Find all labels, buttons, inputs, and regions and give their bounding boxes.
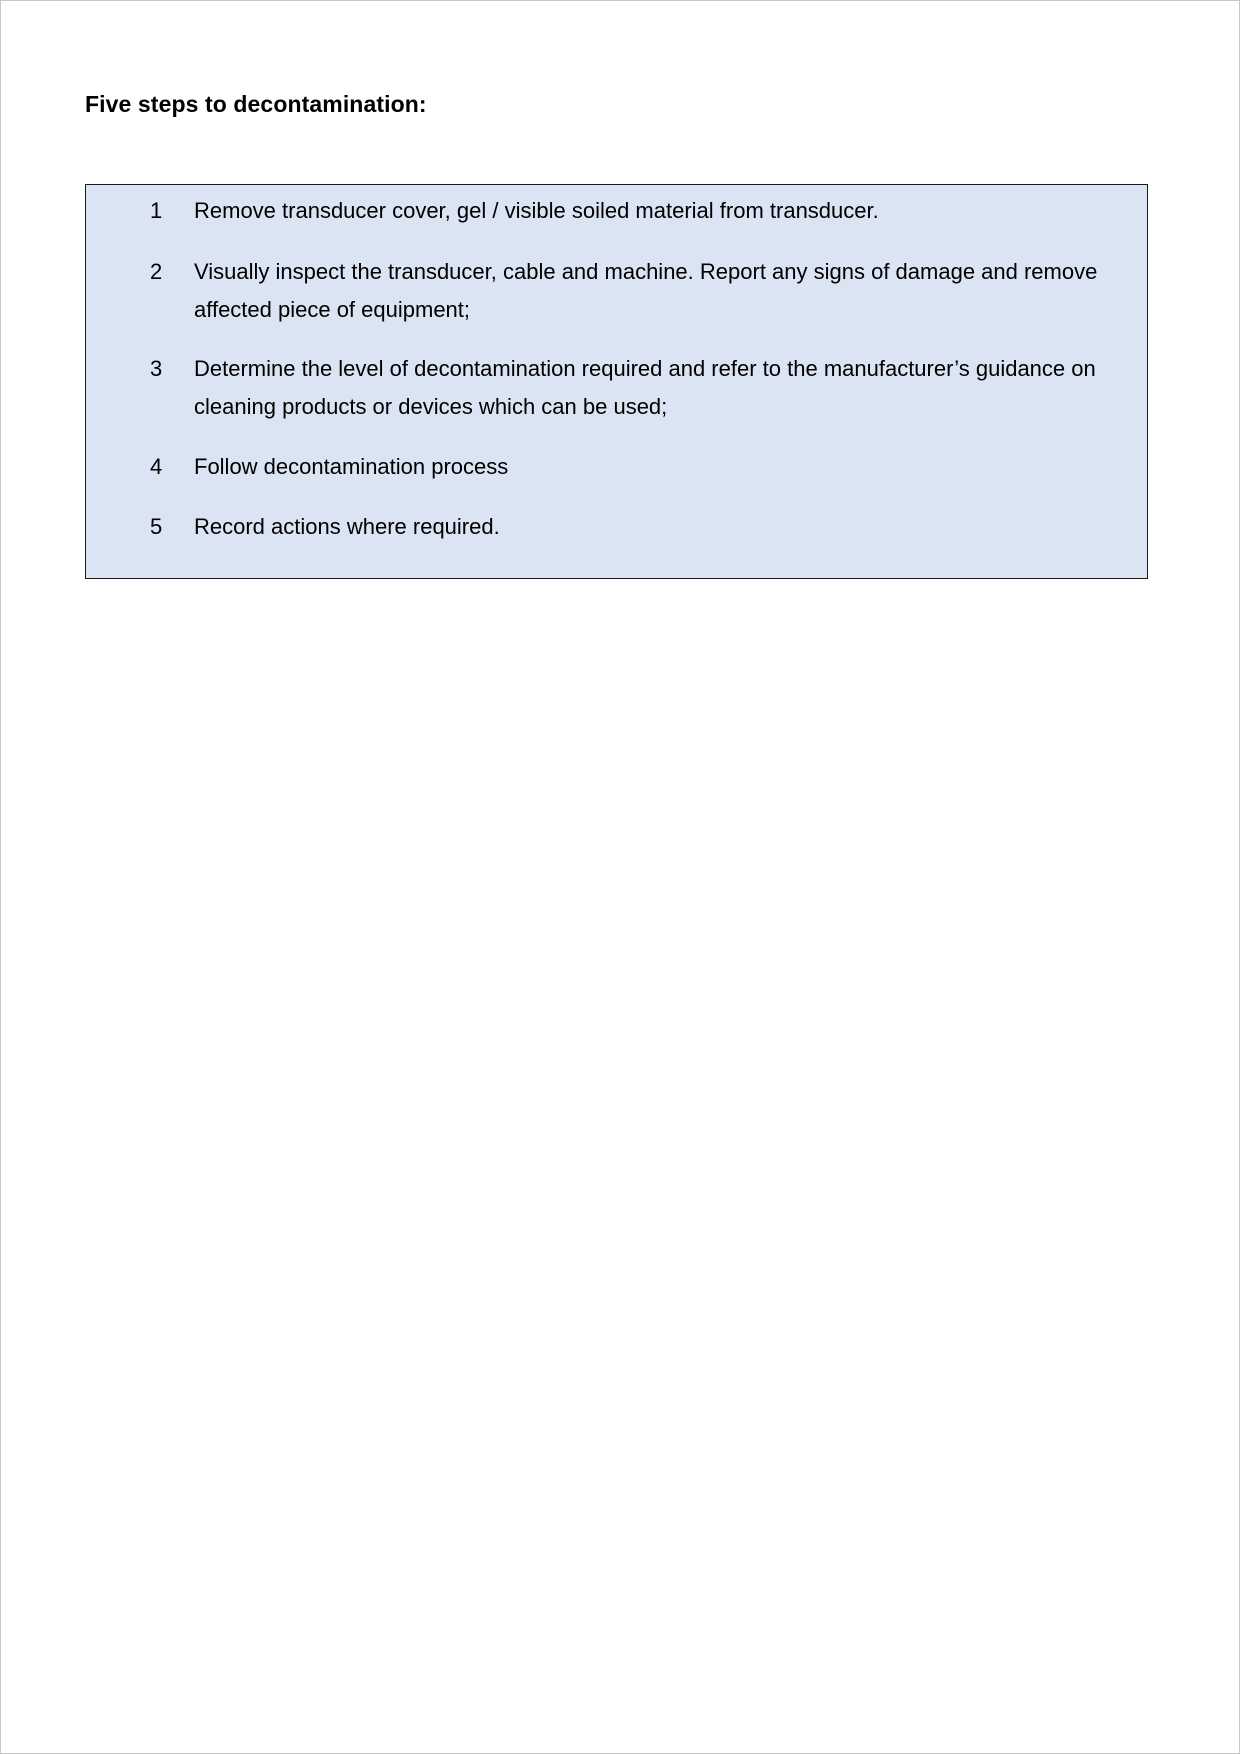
step-number: 5 [150,514,163,539]
page-heading: Five steps to decontamination: [85,91,427,117]
step-text: Visually inspect the transducer, cable and machine. Report any signs of damage and remove affected piece of equipment; [194,259,1098,322]
step-text: Record actions where required. [194,514,500,539]
step-number: 1 [150,198,163,223]
step-number: 3 [150,356,163,381]
step-text: Follow decontamination process [194,454,509,479]
step-number: 2 [150,259,163,284]
step-number: 4 [150,454,163,479]
step-text: Determine the level of decontamination required and refer to the manufacturer’s guidance on cleaning products or devices which can be used; [194,356,1096,419]
step-text: Remove transducer cover, gel / visible soiled material from transducer. [194,198,879,223]
steps-box [85,184,1148,579]
